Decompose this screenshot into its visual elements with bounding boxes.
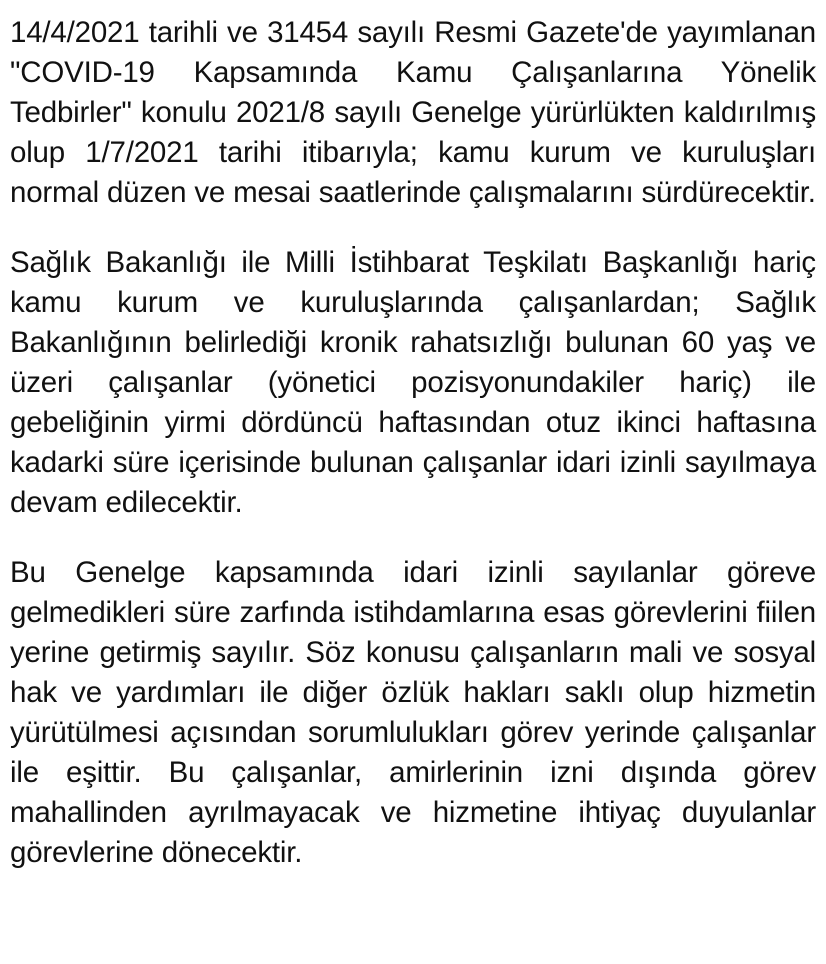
paragraph-administrative-leave-eligibility: Sağlık Bakanlığı ile Milli İstihbarat Teşkilatı Başkanlığı hariç kamu kurum ve kuruluşlarında çalışanlardan; Sağlık Bakanlığının belirlediği kronik rahatsızlığı bulunan 60 yaş ve üzeri çalışanlar (yönetici pozisyonundakiler hariç) ile gebeliğinin yirmi dördüncü haftasından otuz ikinci haftasına kadarki süre içerisinde bulunan çalışanlar idari izinli sayılmaya devam edilecektir. (10, 246, 816, 519)
document-body (10, 13, 816, 873)
paragraph-leave-rights-and-duties: Bu Genelge kapsamında idari izinli sayılanlar göreve gelmedikleri süre zarfında istihdamlarına esas görevlerini fiilen yerine getirmiş sayılır. Söz konusu çalışanların mali ve sosyal hak ve yardımları ile diğer özlük hakları saklı olup hizmetin yürütülmesi açısından sorumlulukları görev yerinde çalışanlar ile eşittir. Bu çalışanlar, amirlerinin izni dışında görev mahallinden ayrılmayacak ve hizmetine ihtiyaç duyulanlar görevlerine dönecektir. (10, 556, 816, 869)
paragraph-covid-circular-repeal: 14/4/2021 tarihli ve 31454 sayılı Resmi Gazete'de yayımlanan "COVID-19 Kapsamında Kamu Çalışanlarına Yönelik Tedbirler" konulu 2021/8 sayılı Genelge yürürlükten kaldırılmış olup 1/7/2021 tarihi itibarıyla; kamu kurum ve kuruluşları normal düzen ve mesai saatlerinde çalışmalarını sürdürecektir. (10, 16, 816, 209)
